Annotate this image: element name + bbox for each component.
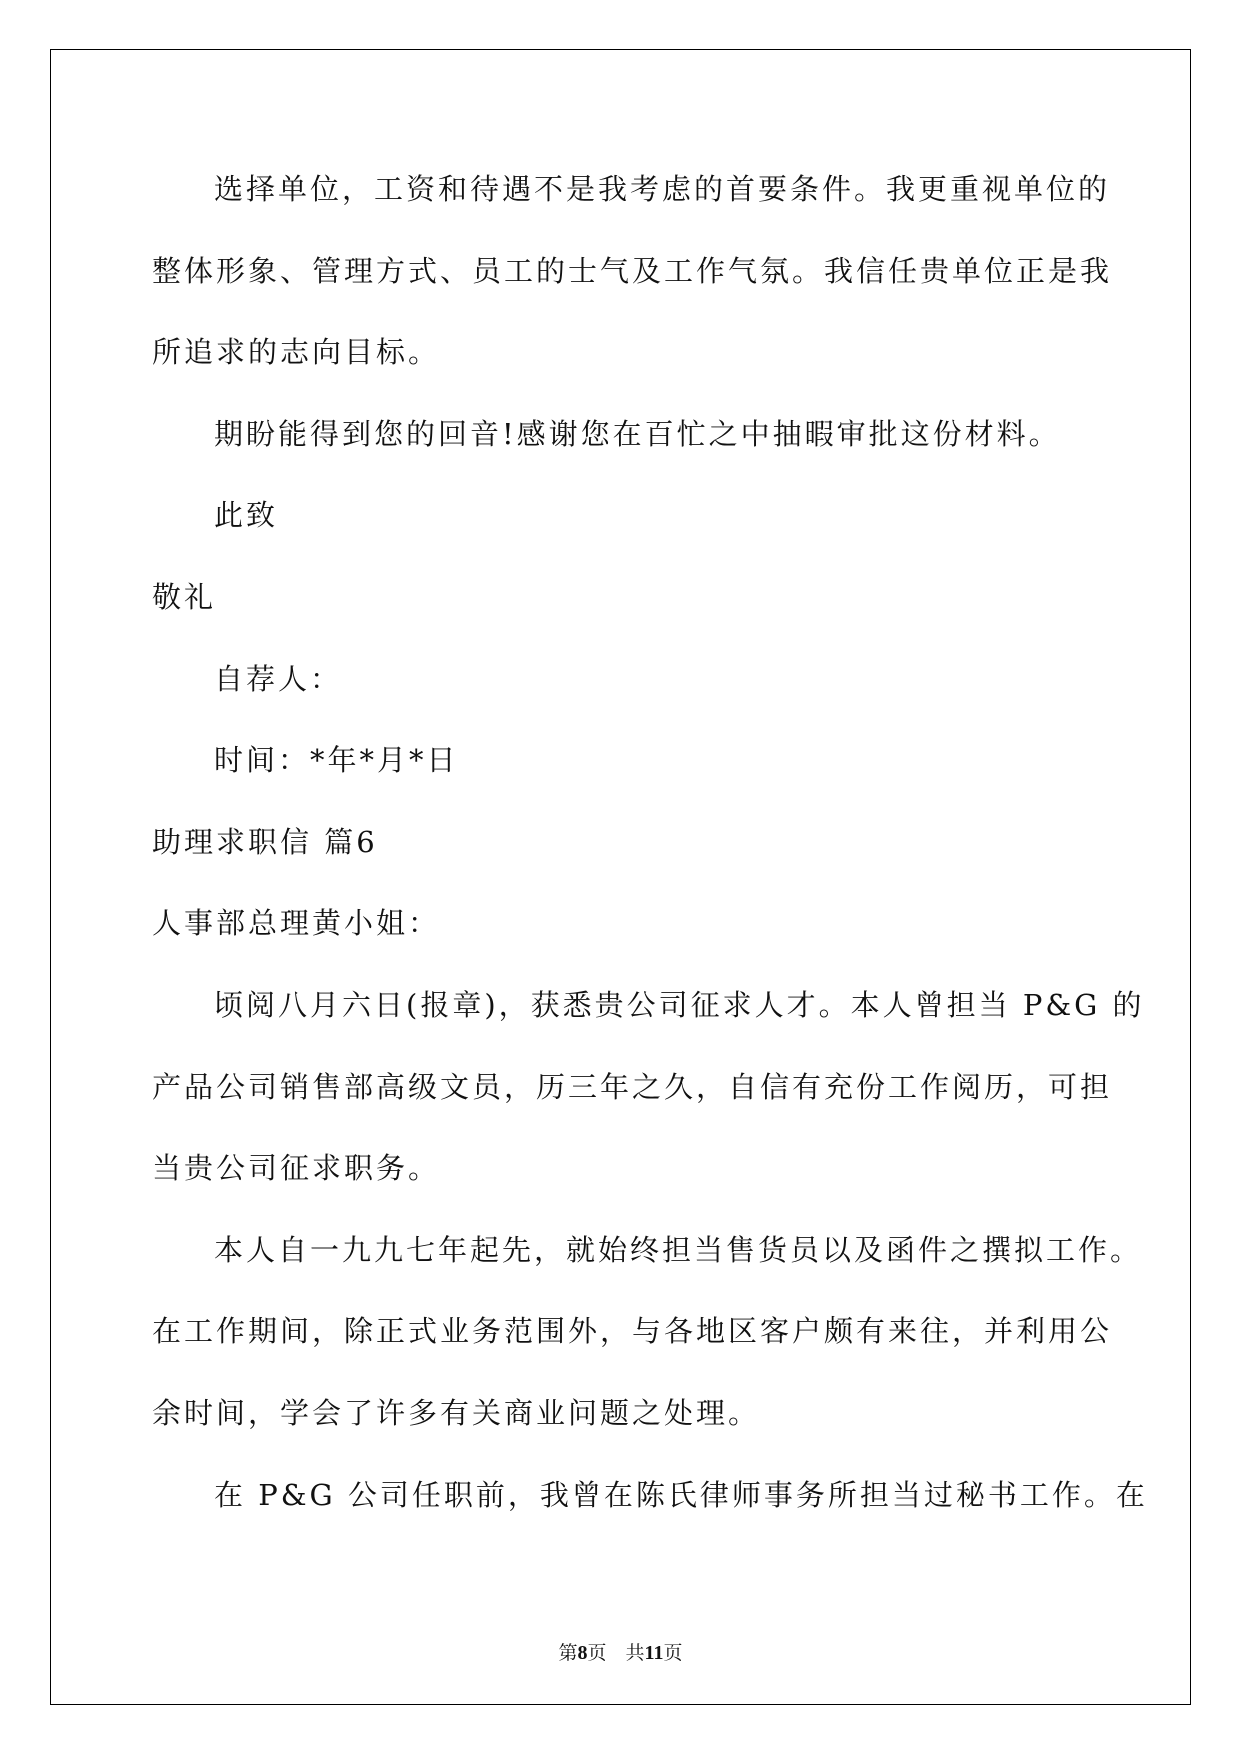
- salutation: 人事部总理黄小姐：: [152, 906, 441, 941]
- text-line: 在 P&G 公司任职前，我曾在陈氏律师事务所担当过秘书工作。在: [214, 1477, 1148, 1512]
- text-line: 所追求的志向目标。: [152, 335, 441, 370]
- current-page-number: 8: [577, 1642, 588, 1664]
- footer-suffix: 页: [663, 1642, 683, 1664]
- text-line: 此致: [214, 498, 279, 533]
- text-line: 本人自一九九七年起先，就始终担当售货员以及函件之撰拟工作。: [214, 1232, 1143, 1267]
- text-line: 在工作期间，除正式业务范围外，与各地区客户颇有来往，并利用公: [152, 1314, 1113, 1349]
- footer-middle: 页 共: [587, 1642, 645, 1664]
- text-line: 当贵公司征求职务。: [152, 1151, 441, 1186]
- text-line: 时间：*年*月*日: [214, 743, 459, 778]
- text-line: 期盼能得到您的回音!感谢您在百忙之中抽暇审批这份材料。: [214, 416, 1061, 451]
- text-line: 产品公司销售部高级文员，历三年之久，自信有充份工作阅历，可担: [152, 1069, 1113, 1104]
- total-pages-number: 11: [644, 1642, 664, 1664]
- section-heading: 助理求职信 篇6: [152, 824, 378, 859]
- text-line: 顷阅八月六日(报章)，获悉贵公司征求人才。本人曾担当 P&G 的: [214, 987, 1145, 1022]
- page-footer: [0, 1638, 1241, 1665]
- footer-prefix: 第: [558, 1642, 578, 1664]
- text-line: 自荐人：: [214, 661, 343, 696]
- text-line: 选择单位，工资和待遇不是我考虑的首要条件。我更重视单位的: [214, 172, 1111, 206]
- document-body: [152, 160, 1148, 1547]
- text-line: 敬礼: [152, 579, 217, 614]
- text-line: 余时间，学会了许多有关商业问题之处理。: [152, 1395, 761, 1430]
- text-line: 整体形象、管理方式、员工的士气及工作气氛。我信任贵单位正是我: [152, 253, 1113, 288]
